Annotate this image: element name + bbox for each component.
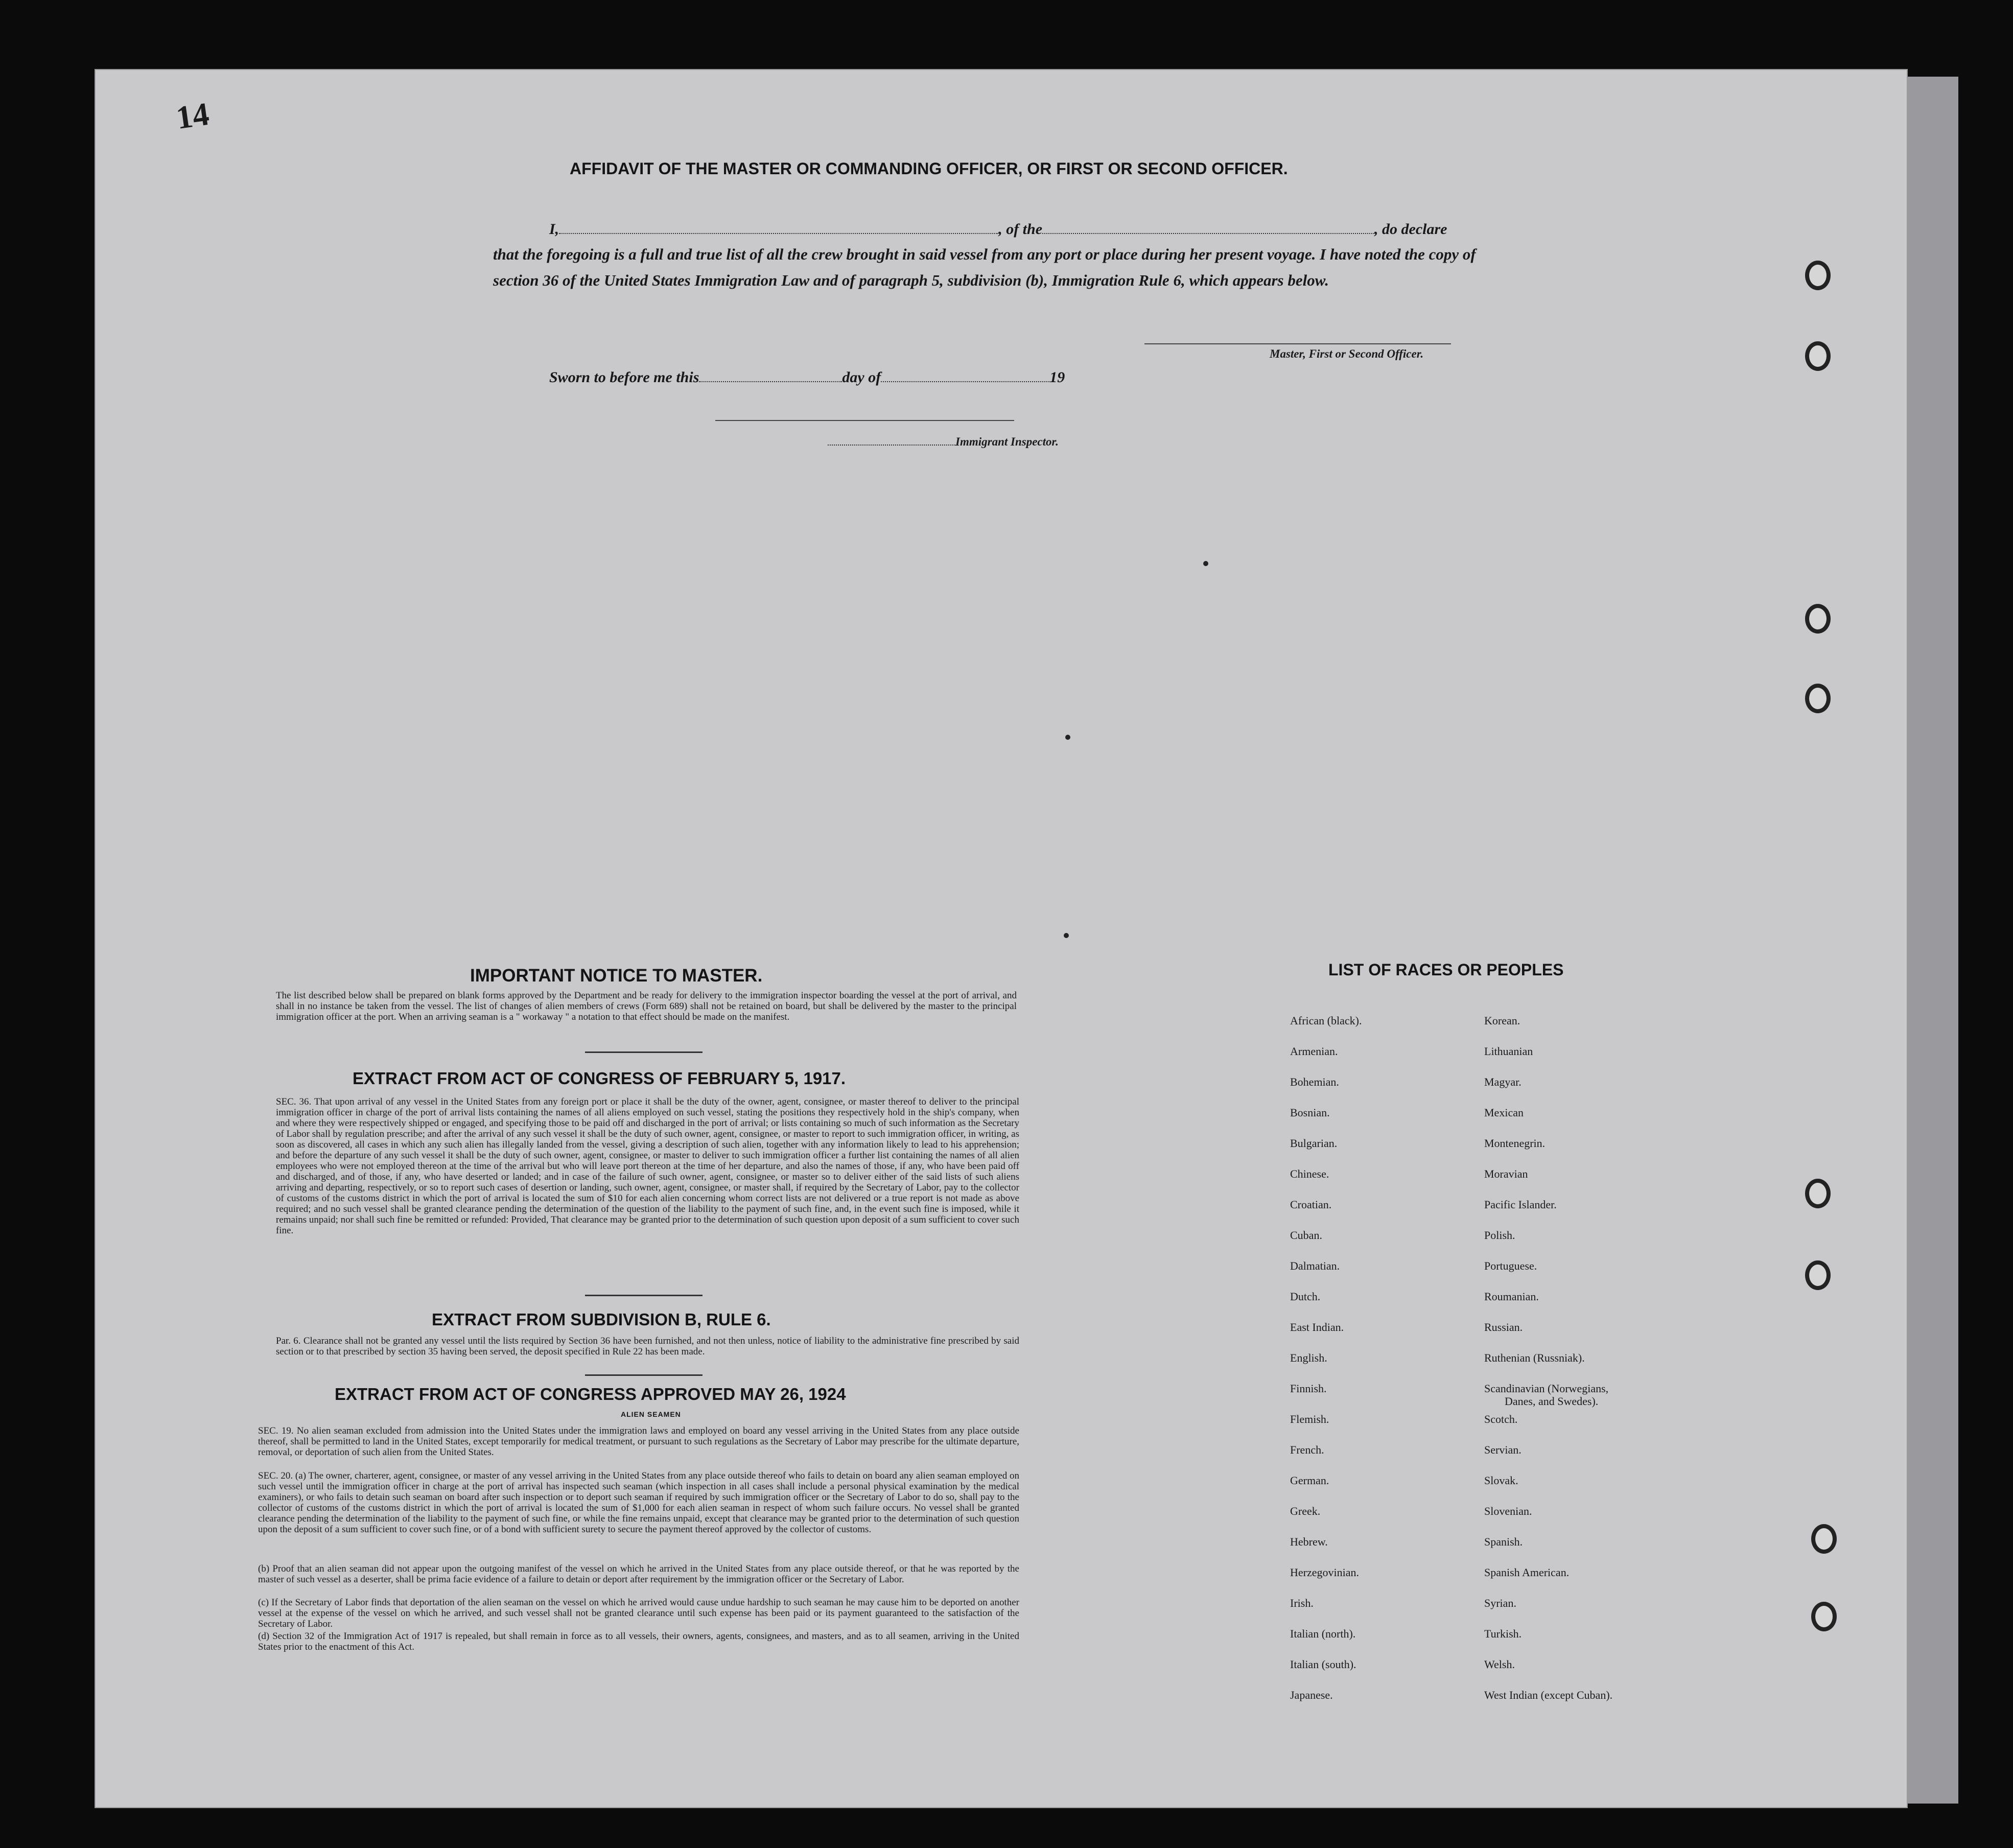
sworn-line (549, 369, 1065, 386)
extract-rule6-title: EXTRACT FROM SUBDIVISION B, RULE 6. (432, 1310, 771, 1329)
race-item: Herzegovinian. (1290, 1566, 1359, 1579)
race-item: Korean. (1484, 1014, 1520, 1027)
punch-hole-icon (1805, 684, 1831, 713)
race-item: Welsh. (1484, 1658, 1515, 1671)
race-item: Bulgarian. (1290, 1137, 1338, 1150)
section-divider (585, 1374, 703, 1376)
document-sheet (95, 69, 1908, 1808)
sworn-day-label: day of (842, 369, 881, 386)
race-item: East Indian. (1290, 1321, 1344, 1334)
notice-title: IMPORTANT NOTICE TO MASTER. (470, 966, 763, 986)
alien-seamen-subtitle: ALIEN SEAMEN (621, 1410, 681, 1418)
race-item: Spanish American. (1484, 1566, 1570, 1579)
affidavit-i-label: I, (549, 221, 559, 238)
race-item: Magyar. (1484, 1075, 1522, 1088)
signature-line[interactable] (1144, 343, 1451, 344)
race-item: Syrian. (1484, 1597, 1516, 1609)
race-item: Scandinavian (Norwegians, (1484, 1382, 1609, 1395)
race-item: Portuguese. (1484, 1259, 1537, 1272)
extract-1917-title: EXTRACT FROM ACT OF CONGRESS OF FEBRUARY 5, 1917. (353, 1069, 846, 1088)
section-divider (585, 1051, 703, 1053)
race-item: Slovenian. (1484, 1505, 1532, 1517)
affidavit-declaration-line (549, 221, 1447, 238)
punch-hole-icon (1805, 341, 1831, 371)
race-item: Greek. (1290, 1505, 1321, 1517)
punch-hole-icon (1805, 1260, 1831, 1290)
ink-speck (1064, 933, 1069, 938)
punch-hole-icon (1811, 1524, 1837, 1554)
race-item: Italian (south). (1290, 1658, 1356, 1671)
punch-hole-icon (1805, 1179, 1831, 1208)
races-title: LIST OF RACES OR PEOPLES (1328, 961, 1564, 979)
inspector-label-row (828, 435, 1059, 449)
extract-rule6-text: Par. 6. Clearance shall not be granted any vessel until the lists required by Section 36 have been furnished, and not then unless, notice of liability to the administrative fine prescribed by said section or to that prescribed by section 35 having been served, the deposit specified in Rule 22 has been made. (276, 1336, 1019, 1357)
sworn-date-blank[interactable] (699, 369, 842, 382)
affidavit-body: that the foregoing is a full and true list of all the crew brought in said vessel from any port or place during her present voyage. I have noted the copy of section 36 of the United States Immigration Law and of paragraph 5, subdivision (b), Immigration Rule 6, which appears below. (493, 245, 1476, 289)
ink-speck (1065, 735, 1070, 740)
race-item: African (black). (1290, 1014, 1362, 1027)
sworn-month-blank[interactable] (881, 369, 1049, 382)
sec20b-text: (b) Proof that an alien seaman did not appear upon the outgoing manifest of the vessel on which he arrived in the United States from any place outside thereof, or that he was reported by the master of such vessel as a deserter, shall be prima facie evidence of a failure to detain or deport after requirement by the immigration officer or the Secretary of Labor. (258, 1563, 1019, 1585)
sec20d-text: (d) Section 32 of the Immigration Act of 1917 is repealed, but shall remain in force as to all vessels, their owners, agents, consignees, and masters, and as to all seamen, arriving in the United States prior to the enactment of this Act. (258, 1631, 1019, 1652)
inspector-dots (828, 437, 955, 446)
race-item: Montenegrin. (1484, 1137, 1546, 1150)
section-divider (585, 1295, 703, 1296)
race-item: Irish. (1290, 1597, 1314, 1609)
race-item: Polish. (1484, 1229, 1515, 1242)
affidavit-of-the-label: , of the (998, 221, 1043, 238)
signature-label: Master, First or Second Officer. (1270, 347, 1424, 360)
race-item: Roumanian. (1484, 1290, 1539, 1303)
affidavit-declare-label: , do declare (1374, 221, 1447, 238)
punch-hole-icon (1805, 261, 1831, 290)
race-item: Danes, and Swedes). (1505, 1395, 1599, 1408)
race-item: Italian (north). (1290, 1627, 1356, 1640)
extract-1917-text: SEC. 36. That upon arrival of any vessel in the United States from any foreign port or place it shall be the duty of the owner, agent, consignee, or master thereof to deliver to the principal immigration officer in charge of the port of arrival lists containing the names of all aliens employed on such vessel, stating the positions they respectively hold in the ship's company, when and where they were respectively shipped or engaged, and specifying those to be paid off and discharged in the port of arrival; or lists containing so much of such information as the Secretary of Labor shall by regulation prescribe; and after the arrival of any such vessel it shall be the duty of such owner, agent, consignee, or master to report to such immigration officer, in writing, as soon as discovered, all cases in which any such alien has illegally landed from the vessel, giving a description of such alien, together with any information likely to lead to his apprehension; and before the departure of any such vessel it shall be the duty of such owner, agent, consignee, or master to deliver to such immigration officer a further list containing the names of all alien employees who were not employed thereon at the time of the arrival but who will leave port thereon at the time of her departure, and also the names of those, if any, who have been paid off and discharged, and of those, if any, who have deserted or landed; and in case of the failure of such owner, agent, consignee, or master so to deliver either of the said lists of such aliens arriving and departing, respectively, or so to report such cases of desertion or landing, such owner, agent, consignee, or master shall, if required by the Secretary of Labor, pay to the collector of customs of the customs district in which the port of arrival is located the sum of $10 for each alien concerning whom correct lists are not delivered or a true report is not made as above required; and no such vessel shall be granted clearance pending the determination of the question of the liability to the payment of such fine, and, in the event such fine is imposed, while it remains unpaid; nor shall such fine be remitted or refunded: Provided, That clearance may be granted prior to the determination of such question upon deposit of a sum sufficient to cover such fine. (276, 1096, 1019, 1236)
notice-text: The list described below shall be prepared on blank forms approved by the Department and be ready for delivery to the immigration inspector boarding the vessel at the port of arrival, and shall in no instance be taken from the vessel. The list of changes of alien members of crews (Form 689) shall not be retained on board, but shall be delivered by the master to the principal immigration officer at the port. When an arriving seaman is a " workaway " a notation to that effect should be made on the manifest. (276, 990, 1017, 1022)
race-item: Japanese. (1290, 1689, 1333, 1701)
vessel-blank[interactable] (1042, 221, 1374, 234)
sworn-prefix: Sworn to before me this (549, 369, 699, 386)
race-item: Turkish. (1484, 1627, 1522, 1640)
race-item: Cuban. (1290, 1229, 1322, 1242)
race-item: Bosnian. (1290, 1106, 1330, 1119)
name-blank[interactable] (559, 221, 998, 234)
sec20c-text: (c) If the Secretary of Labor finds that deportation of the alien seaman on the vessel on which he arrived would cause undue hardship to such seaman he may cause him to be deported on another vessel at the expense of the vessel on which he arrived, and such vessel shall not be granted clearance until such expense has been paid or its payment guaranteed to the satisfaction of the Secretary of Labor. (258, 1597, 1019, 1629)
race-item: Slovak. (1484, 1474, 1518, 1487)
race-item: French. (1290, 1443, 1324, 1456)
sworn-year-label: 19 (1049, 369, 1065, 386)
inspector-signature-line[interactable] (715, 420, 1014, 421)
race-item: German. (1290, 1474, 1329, 1487)
inspector-label: Immigrant Inspector. (955, 435, 1059, 448)
race-item: Lithuanian (1484, 1045, 1533, 1058)
race-item: Spanish. (1484, 1535, 1523, 1548)
race-item: West Indian (except Cuban). (1484, 1689, 1613, 1701)
race-item: Chinese. (1290, 1167, 1329, 1180)
race-item: Dutch. (1290, 1290, 1321, 1303)
race-item: Russian. (1484, 1321, 1523, 1334)
race-item: Bohemian. (1290, 1075, 1339, 1088)
race-item: Armenian. (1290, 1045, 1338, 1058)
punch-hole-icon (1805, 604, 1831, 634)
ink-speck (1203, 561, 1208, 566)
race-item: Dalmatian. (1290, 1259, 1340, 1272)
race-item: Croatian. (1290, 1198, 1332, 1211)
handwritten-corner-mark: 14 (174, 95, 212, 136)
affidavit-title: AFFIDAVIT OF THE MASTER OR COMMANDING OFFICER, OR FIRST OR SECOND OFFICER. (570, 159, 1288, 178)
race-item: Servian. (1484, 1443, 1522, 1456)
sec19-text: SEC. 19. No alien seaman excluded from admission into the United States under the immigration laws and employed on board any vessel arriving in the United States from any place outside thereof, shall be permitted to land in the United States, except temporarily for medical treatment, or pursuant to such regulations as the Secretary of Labor may prescribe for the ultimate departure, removal, or deportation of such alien from the United States. (258, 1425, 1019, 1458)
race-item: English. (1290, 1351, 1327, 1364)
race-item: Finnish. (1290, 1382, 1327, 1395)
extract-1924-title: EXTRACT FROM ACT OF CONGRESS APPROVED MAY 26, 1924 (335, 1385, 846, 1403)
race-item: Hebrew. (1290, 1535, 1328, 1548)
punch-hole-icon (1811, 1602, 1837, 1631)
race-item: Ruthenian (Russniak). (1484, 1351, 1585, 1364)
race-item: Moravian (1484, 1167, 1528, 1180)
race-item: Mexican (1484, 1106, 1524, 1119)
race-item: Pacific Islander. (1484, 1198, 1557, 1211)
race-item: Flemish. (1290, 1413, 1329, 1425)
race-item: Scotch. (1484, 1413, 1518, 1425)
sec20a-text: SEC. 20. (a) The owner, charterer, agent, consignee, or master of any vessel arriving in the United States from any place outside thereof who fails to detain on board any alien seaman employed on such vessel until the immigration officer in charge at the port of arrival has inspected such seaman (which inspection in all cases shall include a personal physical examination by the medical examiners), or who fails to detain such seaman on board after such inspection or to deport such seaman if required by such immigration officer or the Secretary of Labor to do so, shall pay to the collector of customs of the customs district in which the port of arrival is located the sum of $1,000 for each alien seaman in respect of whom such failure occurs. No vessel shall be granted clearance pending the determination of the liability to the payment of such fine, or while the fine remains unpaid, except that clearance may be granted prior to the determination of such question upon the deposit of a sum sufficient to cover such fine, or of a bond with sufficient surety to secure the payment thereof approved by the collector of customs. (258, 1470, 1019, 1535)
